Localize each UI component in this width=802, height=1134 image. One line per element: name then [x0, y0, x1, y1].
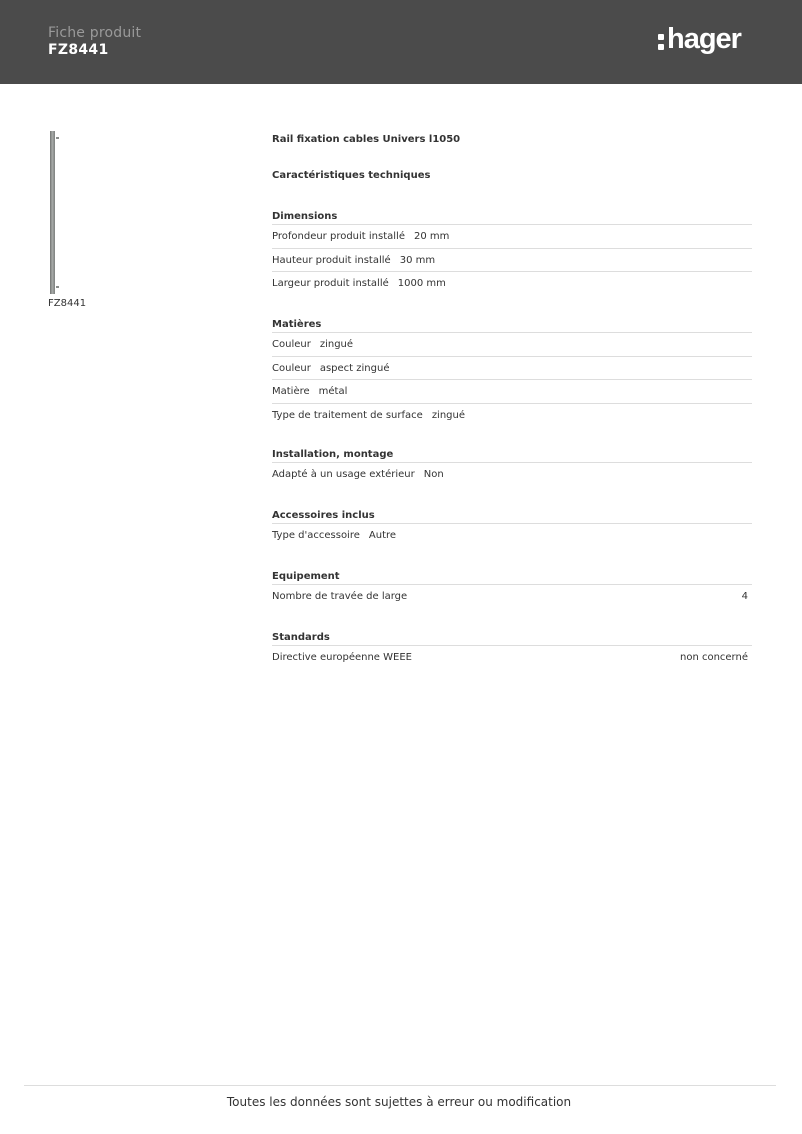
- spec-value: 1000 mm: [397, 278, 446, 289]
- spec-value: 4: [741, 591, 748, 602]
- section-title: Accessoires inclus: [272, 507, 752, 524]
- spec-row: [272, 357, 752, 381]
- spec-row: [272, 333, 752, 357]
- section-equipment: [272, 568, 752, 609]
- logo-dots-icon: [658, 34, 664, 50]
- logo-wordmark: hager: [667, 23, 741, 55]
- rail-tick-top: [56, 137, 59, 139]
- spec-label: Type de traitement de surface: [272, 409, 423, 421]
- spec-label: Couleur: [272, 362, 311, 374]
- spec-label: Nombre de travée de large: [272, 591, 408, 602]
- section-materials: [272, 316, 752, 427]
- spec-row: [272, 646, 752, 670]
- product-image: [48, 131, 62, 295]
- section-dimensions: [272, 208, 752, 296]
- spec-value: non concerné: [679, 652, 748, 663]
- spec-row: [272, 463, 752, 487]
- footer-divider: [24, 1085, 776, 1086]
- spec-row: [272, 404, 752, 428]
- spec-label: Hauteur produit installé: [272, 254, 391, 266]
- section-title: Matières: [272, 316, 752, 333]
- section-standards: [272, 629, 752, 670]
- spec-value: aspect zingué: [319, 362, 390, 374]
- spec-value: zingué: [319, 339, 354, 350]
- image-caption: FZ8441: [48, 298, 87, 309]
- page-header: [0, 0, 802, 84]
- spec-row: [272, 249, 752, 273]
- footer-disclaimer: Toutes les données sont sujettes à erreur ou modification: [226, 1095, 572, 1109]
- spec-value: Autre: [368, 530, 397, 541]
- section-title: Equipement: [272, 568, 752, 585]
- document-type: Fiche produit: [48, 25, 142, 41]
- spec-value: 20 mm: [413, 231, 450, 242]
- spec-label: Couleur: [272, 339, 311, 350]
- spec-value: métal: [318, 386, 348, 397]
- spec-value: Non: [423, 469, 444, 480]
- spec-label: Profondeur produit installé: [272, 231, 405, 242]
- spec-label: Type d'accessoire: [272, 530, 360, 541]
- spec-row: [272, 272, 752, 296]
- spec-label: Matière: [272, 386, 310, 397]
- spec-row: [272, 524, 752, 548]
- section-title: Installation, montage: [272, 446, 752, 463]
- spec-label: Largeur produit installé: [272, 278, 389, 289]
- section-accessories: [272, 507, 752, 548]
- section-installation: [272, 446, 752, 487]
- product-reference: FZ8441: [48, 42, 109, 58]
- spec-row: [272, 585, 752, 609]
- spec-value: zingué: [431, 409, 466, 421]
- rail-tick-bottom: [56, 286, 59, 288]
- spec-row: [272, 225, 752, 249]
- spec-label: Directive européenne WEEE: [272, 652, 412, 663]
- tech-heading: Caractéristiques techniques: [272, 170, 431, 181]
- spec-row: [272, 380, 752, 404]
- section-title: Standards: [272, 629, 752, 646]
- section-title: Dimensions: [272, 208, 752, 225]
- rail-shape: [50, 131, 55, 294]
- spec-label: Adapté à un usage extérieur: [272, 469, 415, 480]
- spec-value: 30 mm: [399, 254, 436, 266]
- product-title: Rail fixation cables Univers l1050: [272, 134, 461, 145]
